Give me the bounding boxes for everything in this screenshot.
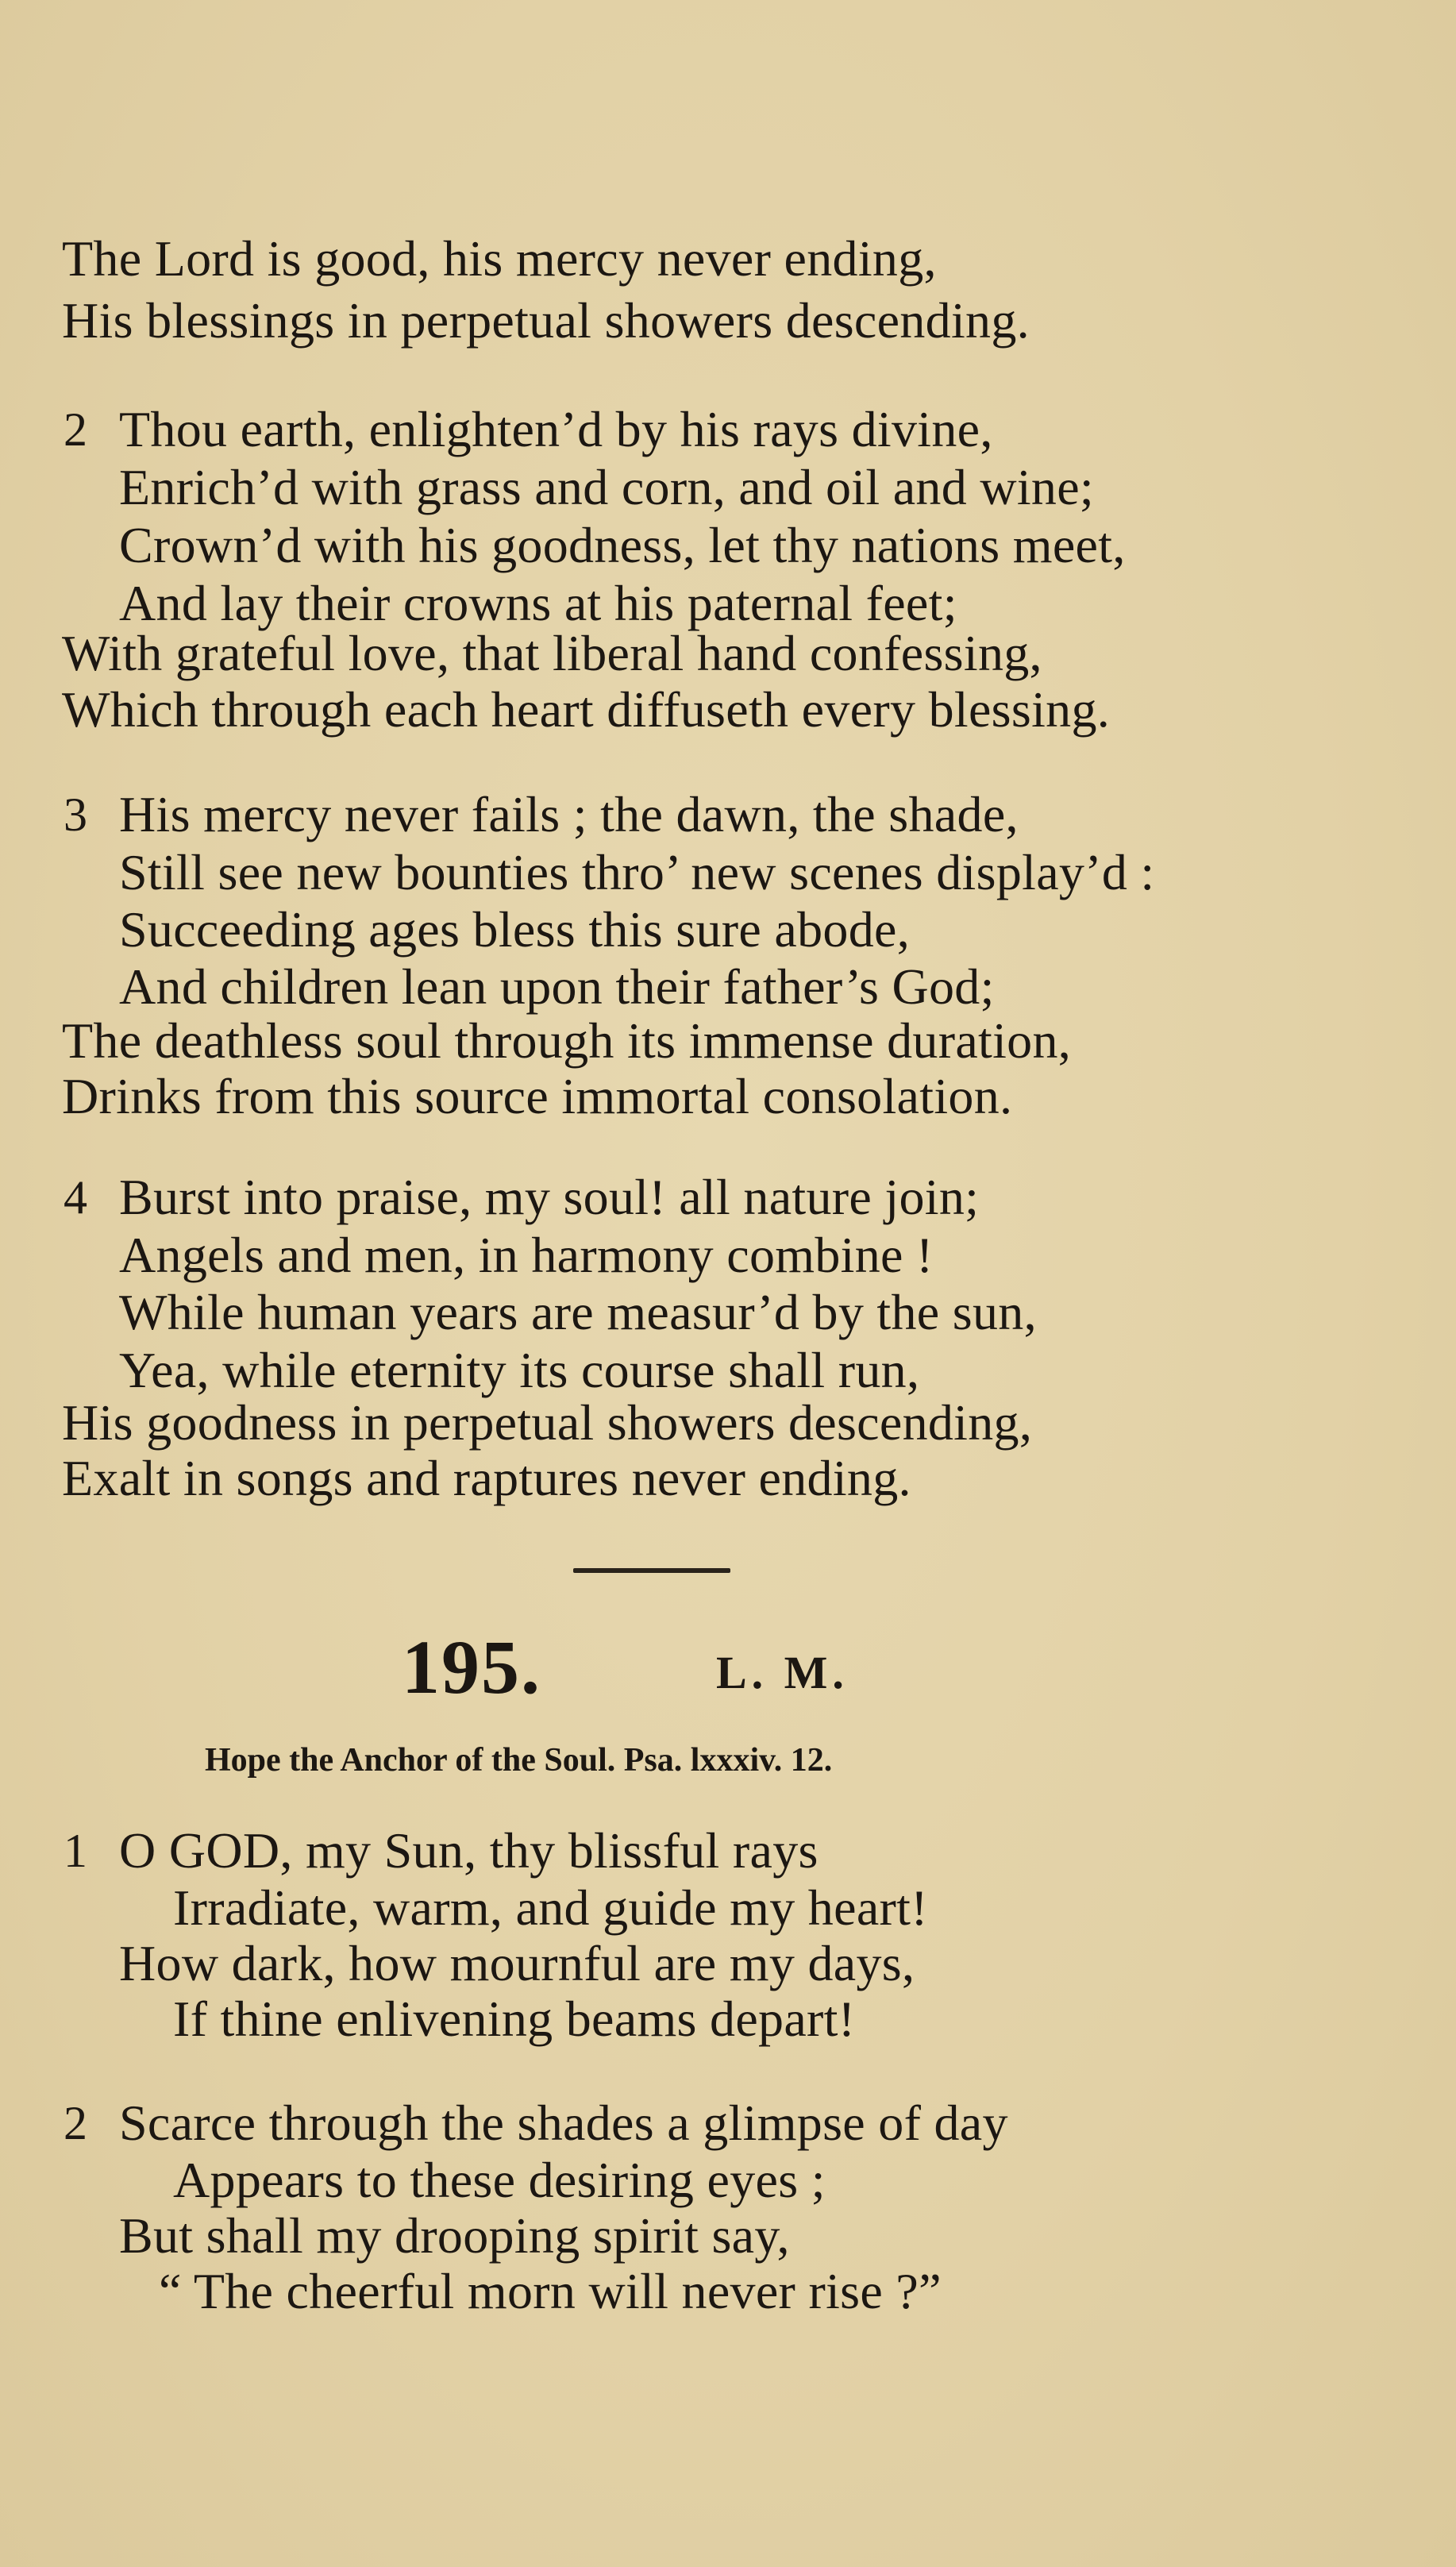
stanza-line: Angels and men, in harmony combine ! bbox=[119, 1227, 934, 1283]
stanza-number: 2 bbox=[64, 403, 87, 456]
stanza-line: And children lean upon their father’s God; bbox=[119, 958, 995, 1015]
stanza-line: Yea, while eternity its course shall run, bbox=[119, 1342, 920, 1398]
stanza-line: Still see new bounties thro’ new scenes display’d : bbox=[119, 844, 1155, 900]
stanza-line: The deathless soul through its immense duration, bbox=[62, 1012, 1072, 1069]
stanza-line: While human years are measur’d by the sun, bbox=[119, 1284, 1037, 1340]
stanza-line: Exalt in songs and raptures never ending. bbox=[62, 1450, 911, 1506]
refrain-line: His blessings in perpetual showers descending. bbox=[62, 292, 1030, 349]
stanza-line: Succeeding ages bless this sure abode, bbox=[119, 901, 911, 958]
stanza-line: With grateful love, that liberal hand confessing, bbox=[62, 625, 1042, 681]
stanza-line: And lay their crowns at his paternal feet; bbox=[119, 575, 957, 631]
stanza-line: Appears to these desiring eyes ; bbox=[173, 2152, 826, 2208]
hymn-meter: L. M. bbox=[716, 1647, 849, 1698]
stanza-line: His goodness in perpetual showers descending, bbox=[62, 1394, 1033, 1451]
stanza-line: “ The cheerful morn will never rise ?” bbox=[159, 2263, 942, 2319]
stanza-line: Enrich’d with grass and corn, and oil and wine; bbox=[119, 459, 1095, 515]
hymn-number: 195. bbox=[402, 1625, 541, 1709]
stanza-number: 2 bbox=[64, 2097, 87, 2149]
stanza-line: But shall my drooping spirit say, bbox=[119, 2207, 790, 2264]
stanza-line: His mercy never fails ; the dawn, the shade, bbox=[119, 786, 1019, 842]
refrain-line: The Lord is good, his mercy never ending, bbox=[62, 230, 937, 287]
stanza-line: Which through each heart diffuseth every blessing. bbox=[62, 681, 1111, 738]
hymn-subtitle: Hope the Anchor of the Soul. Psa. lxxxiv. 12. bbox=[205, 1742, 833, 1779]
stanza-line: Burst into praise, my soul! all nature join; bbox=[119, 1169, 980, 1225]
stanza-line: If thine enlivening beams depart! bbox=[173, 1991, 856, 2047]
stanza-line: Thou earth, enlighten’d by his rays divine, bbox=[119, 401, 993, 457]
stanza-line: Drinks from this source immortal consolation. bbox=[62, 1068, 1013, 1124]
stanza-line: Irradiate, warm, and guide my heart! bbox=[173, 1879, 928, 1936]
stanza-line: O GOD, my Sun, thy blissful rays bbox=[119, 1822, 819, 1879]
stanza-number: 3 bbox=[64, 788, 87, 841]
section-divider bbox=[573, 1568, 730, 1573]
stanza-line: Scarce through the shades a glimpse of day bbox=[119, 2095, 1008, 2151]
stanza-number: 4 bbox=[64, 1171, 87, 1224]
stanza-number: 1 bbox=[64, 1825, 87, 1877]
stanza-line: Crown’d with his goodness, let thy nations meet, bbox=[119, 517, 1126, 573]
stanza-line: How dark, how mournful are my days, bbox=[119, 1935, 915, 1991]
